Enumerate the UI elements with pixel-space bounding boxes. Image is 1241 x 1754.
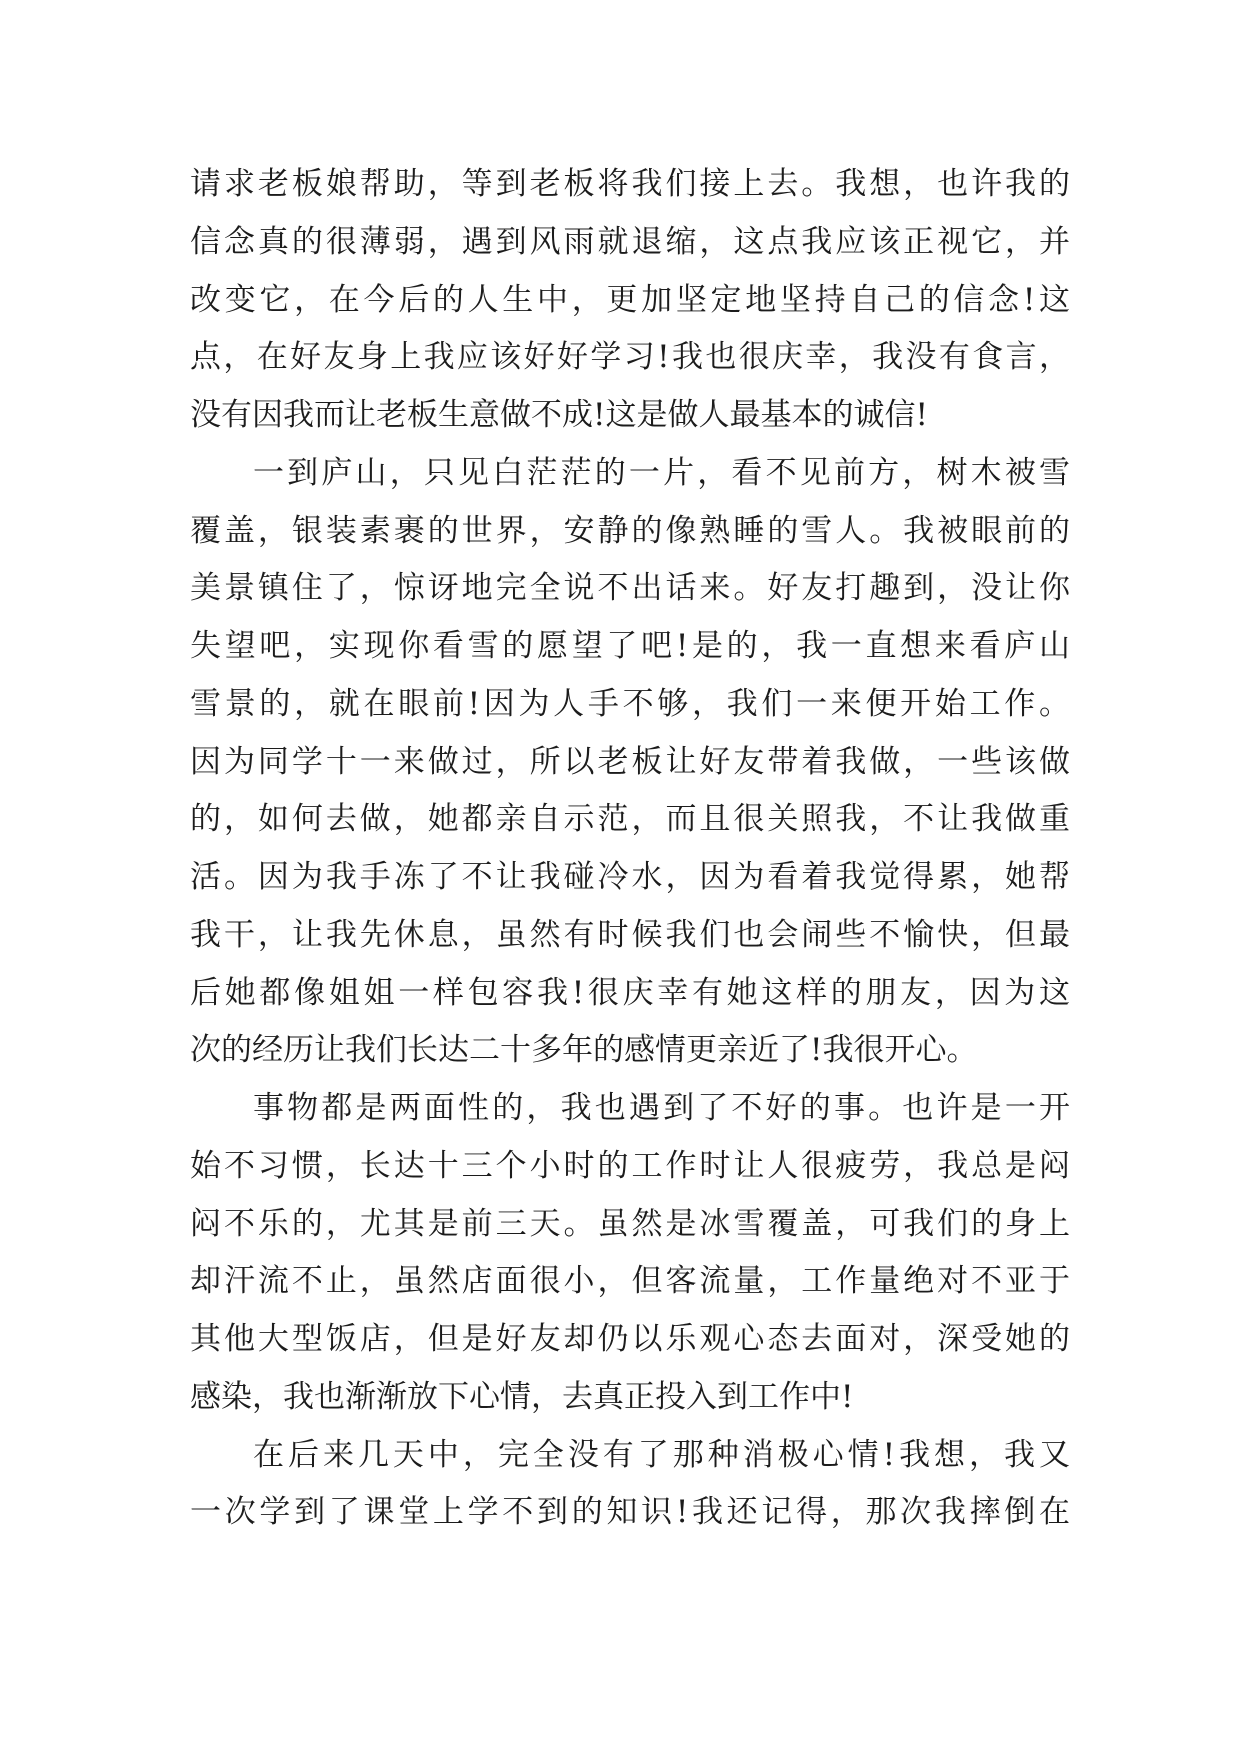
paragraph-first-line: 在后来几天中，完全没有了那种消极心情!我想，我又 — [253, 1436, 1070, 1473]
text-line: 请求老板娘帮助，等到老板将我们接上去。我想，也许我的 — [190, 166, 1070, 202]
text-line: 美景镇住了，惊讶地完全说不出话来。好友打趣到，没让你 — [190, 570, 1070, 607]
text-line: 始不习惯，长达十三个小时的工作时让人很疲劳，我总是闷 — [190, 1147, 1070, 1184]
text-line: 雪景的，就在眼前!因为人手不够，我们一来便开始工作。 — [190, 685, 1070, 722]
text-line: 闷不乐的，尤其是前三天。虽然是冰雪覆盖，可我们的身上 — [190, 1205, 1070, 1242]
text-line: 点，在好友身上我应该好好学习!我也很庆幸，我没有食言， — [190, 339, 1070, 376]
text-line: 改变它，在今后的人生中，更加坚定地坚持自己的信念!这 — [190, 281, 1070, 318]
text-line: 信念真的很薄弱，遇到风雨就退缩，这点我应该正视它，并 — [190, 223, 1070, 260]
text-line: 后她都像姐姐一样包容我!很庆幸有她这样的朋友，因为这 — [190, 974, 1070, 1011]
text-line: 感染，我也渐渐放下心情，去真正投入到工作中! — [190, 1378, 854, 1415]
text-line: 却汗流不止，虽然店面很小，但客流量，工作量绝对不亚于 — [190, 1263, 1070, 1300]
text-line: 我干，让我先休息，虽然有时候我们也会闹些不愉快，但最 — [190, 916, 1070, 953]
document-body — [190, 156, 1070, 1542]
text-line: 失望吧，实现你看雪的愿望了吧!是的，我一直想来看庐山 — [190, 628, 1070, 664]
text-line: 一次学到了课堂上学不到的知识!我还记得，那次我摔倒在 — [190, 1494, 1070, 1531]
text-line: 次的经历让我们长达二十多年的感情更亲近了!我很开心。 — [190, 1032, 978, 1069]
paragraph-first-line: 一到庐山，只见白茫茫的一片，看不见前方，树木被雪 — [253, 454, 1070, 491]
paragraph-first-line: 事物都是两面性的，我也遇到了不好的事。也许是一开 — [253, 1090, 1070, 1126]
text-line: 其他大型饭店，但是好友却仍以乐观心态去面对，深受她的 — [190, 1321, 1070, 1357]
text-line: 因为同学十一来做过，所以老板让好友带着我做，一些该做 — [190, 743, 1070, 780]
text-line: 覆盖，银装素裹的世界，安静的像熟睡的雪人。我被眼前的 — [190, 512, 1070, 549]
text-line: 没有因我而让老板生意做不成!这是做人最基本的诚信! — [190, 397, 928, 433]
text-line: 的，如何去做，她都亲自示范，而且很关照我，不让我做重 — [190, 801, 1070, 838]
text-line: 活。因为我手冻了不让我碰冷水，因为看着我觉得累，她帮 — [190, 859, 1070, 895]
